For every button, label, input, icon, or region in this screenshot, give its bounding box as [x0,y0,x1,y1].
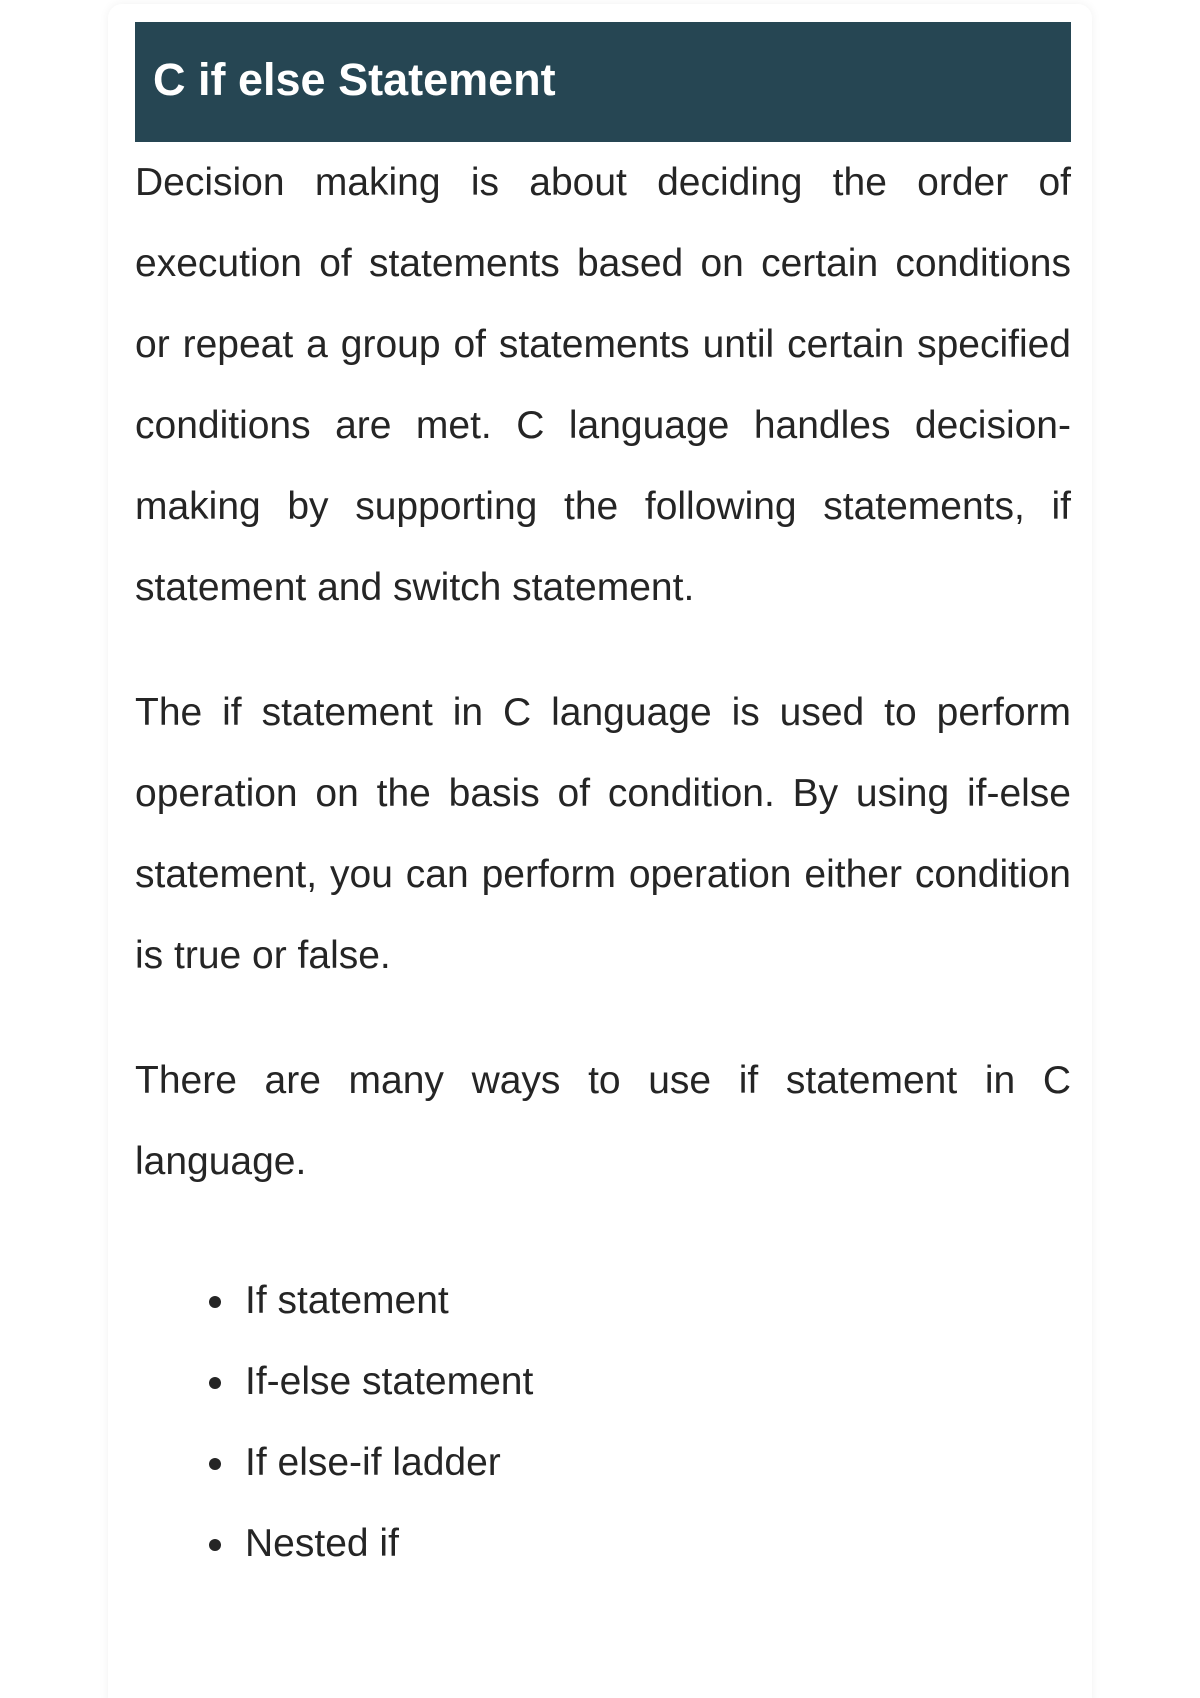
list-item: If statement [245,1260,1071,1341]
title-bar [135,22,1071,142]
list-item: If-else statement [245,1341,1071,1422]
bullet-icon [209,1296,221,1308]
bullet-icon [209,1377,221,1389]
paragraph-ways: There are many ways to use if statement in C language. [135,1059,1071,1183]
paragraph-intro: Decision making is about deciding the order of execution of statements based on certain conditions or repeat a group of statements until certain specified conditions are met. C language handles decision-making by supporting the following statements, if statement and switch statement. [135,161,1071,609]
bullet-icon [209,1539,221,1551]
if-types-list [135,1260,1071,1584]
paragraph-if-statement: The if statement in C language is used to perform operation on the basis of condition. By using if-else statement, you can perform operation either condition is true or false. [135,691,1071,977]
bullet-icon [209,1458,221,1470]
page-title: C if else Statement [153,54,556,105]
list-item: Nested if [245,1503,1071,1584]
article-content [135,142,1071,1584]
list-item: If else-if ladder [245,1422,1071,1503]
